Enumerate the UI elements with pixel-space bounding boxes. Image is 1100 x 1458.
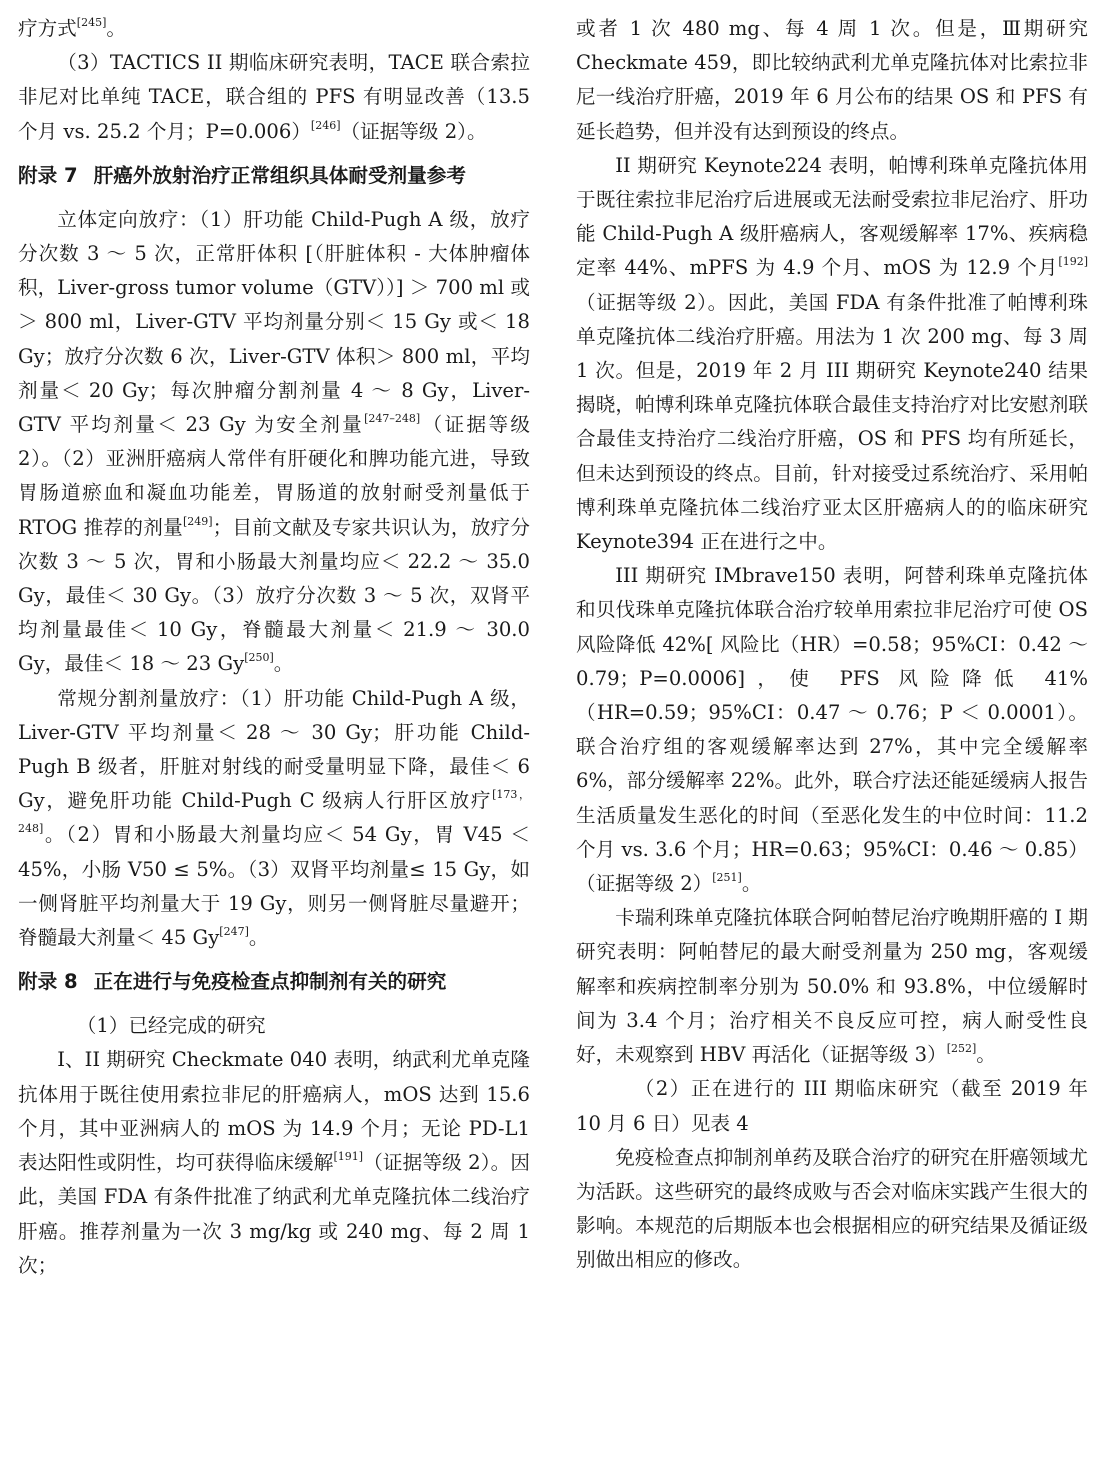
text: 立体定向放疗：（1）肝功能 Child-Pugh A 级，放疗分次数 3 ～ 5 次，正常肝体积 [（肝脏体积 - 大体肿瘤体积，Liver-gross tumor volume（GTV））] ＞ 700 ml 或＞ 800 ml，Liver-GTV 平均剂量分别＜ 15 Gy 或＜ 18 Gy；放疗分次数 6 次，Liver-GTV 体积＞ 800 ml，平均剂量＜ 20 Gy；每次肿瘤分割剂量 4 ～ 8 Gy，Liver-GTV 平均剂量＜ 23 Gy 为安全剂量	[18, 207, 530, 437]
text: （证据等级 2）。因此，美国 FDA 有条件批准了帕博利珠单克隆抗体二线治疗肝癌。用法为 1 次 200 mg、每 3 周 1 次。但是，2019 年 2 月 III 期研究 Keynote240 结果揭晓，帕博利珠单克隆抗体联合最佳支持治疗对比安慰剂联合最佳支持治疗二线治疗肝癌，OS 和 PFS 均有所延长，但未达到预设的终点。目前，针对接受过系统治疗、采用帕博利珠单克隆抗体二线治疗亚太区肝癌病人的的临床研究 Keynote394 正在进行之中。	[576, 290, 1088, 554]
paragraph	[18, 1043, 530, 1282]
text: （证据等级 2）。	[340, 119, 487, 143]
paragraph	[576, 559, 1088, 901]
text: 卡瑞利珠单克隆抗体联合阿帕替尼治疗晚期肝癌的 I 期研究表明：阿帕替尼的最大耐受剂量为 250 mg，客观缓解率和疾病控制率分别为 50.0% 和 93.8%，中位缓解时间为 3.4 个月；治疗相关不良反应可控，病人耐受性良好，未观察到 HBV 再活化（证据等级 3）	[576, 906, 1088, 1067]
text: （证据等级 2）。因此，美国 FDA 有条件批准了纳武利尤单克隆抗体二线治疗肝癌。推荐剂量为一次 3 mg/kg 或 240 mg、每 2 周 1 次；	[18, 1151, 530, 1277]
text: III 期研究 IMbrave150 表明，阿替利珠单克隆抗体和贝伐珠单克隆抗体联合治疗较单用索拉非尼治疗可使 OS 风险降低 42%[ 风险比（HR）=0.58；95%CI：0.42 ～ 0.79；P=0.0006]，使 PFS 风险降低 41%（HR=0.59；95%CI：0.47 ～ 0.76；P ＜ 0.0001）。联合治疗组的客观缓解率达到 27%，其中完全缓解率 6%，部分缓解率 22%。此外，联合疗法还能延缓病人报告生活质量发生恶化的时间（至恶化发生的中位时间：11.2 个月 vs. 3.6 个月；HR=0.63；95%CI：0.46 ～ 0.85）（证据等级 2）	[576, 564, 1088, 896]
text: I、II 期研究 Checkmate 040 表明，纳武利尤单克隆抗体用于既往使用索拉非尼的肝癌病人，mOS 达到 15.6 个月，其中亚洲病人的 mOS 为 14.9 个月；无论 PD-L1 表达阳性或阴性，均可获得临床缓解	[18, 1048, 530, 1175]
right-column	[576, 12, 1088, 1452]
text: （证据等级 2）。（2）亚洲肝癌病人常伴有肝硬化和脾功能亢进，导致胃肠道瘀血和凝血功能差，胃肠道的放射耐受剂量低于 RTOG 推荐的剂量	[18, 413, 531, 539]
paragraph	[576, 1141, 1088, 1278]
text: （2）正在进行的 III 期临床研究（截至 2019 年 10 月 6 日）见表 4	[576, 1077, 1088, 1135]
paragraph	[18, 682, 530, 956]
text: 。	[976, 1043, 996, 1067]
text: 。	[273, 652, 294, 676]
text: （3）TACTICS II 期临床研究表明，TACE 联合索拉非尼对比单纯 TACE，联合组的 PFS 有明显改善（13.5 个月 vs. 25.2 个月；P=0.006）	[18, 51, 530, 143]
text: （1）已经完成的研究	[76, 1014, 266, 1038]
citation[interactable]: [173，248]	[18, 788, 530, 836]
text: ；目前文献及专家共识认为，放疗分次数 3 ～ 5 次，胃和小肠最大剂量均应＜ 22.2 ～ 35.0 Gy，最佳＜ 30 Gy。（3）放疗分次数 3 ～ 5 次，双肾平均剂量最佳＜ 10 Gy，脊髓最大剂量＜ 21.9 ～ 30.0 Gy，最佳＜ 18 ～ 23 Gy	[18, 515, 531, 676]
citation[interactable]: [246]	[310, 118, 341, 132]
text: II 期研究 Keynote224 表明，帕博利珠单克隆抗体用于既往索拉非尼治疗后进展或无法耐受索拉非尼治疗、肝功能 Child-Pugh A 级肝癌病人，客观缓解率 17%、疾病稳定率 44%、mPFS 为 4.9 个月、mOS 为 12.9 个月	[576, 153, 1088, 280]
citation[interactable]: [245]	[76, 16, 107, 29]
appendix-number: 附录 7	[18, 163, 78, 187]
appendix-number: 附录 8	[18, 970, 78, 994]
text: 疗方式	[18, 17, 77, 40]
paragraph	[576, 149, 1088, 559]
citation[interactable]: [192]	[1058, 255, 1088, 269]
text: 。	[106, 17, 126, 40]
text: 。	[248, 926, 269, 950]
citation[interactable]: [250]	[244, 651, 274, 665]
citation[interactable]: [251]	[712, 871, 742, 885]
left-column	[18, 12, 530, 1452]
subheading	[576, 1072, 1088, 1140]
text: 。（2）胃和小肠最大剂量均应＜ 54 Gy，胃 V45 ＜ 45%，小肠 V50 ≤ 5%。（3）双肾平均剂量≤ 15 Gy，如一侧肾脏平均剂量大于 19 Gy，则另一侧肾脏尽量避开；脊髓最大剂量＜ 45 Gy	[18, 823, 530, 950]
appendix-title: 正在进行与免疫检查点抑制剂有关的研究	[93, 970, 447, 994]
paragraph	[576, 901, 1088, 1072]
text: 。	[741, 872, 762, 896]
paragraph	[18, 203, 530, 682]
paragraph	[18, 12, 530, 46]
paragraph	[18, 46, 530, 149]
appendix-title: 肝癌外放射治疗正常组织具体耐受剂量参考	[93, 163, 466, 187]
text: 或者 1 次 480 mg、每 4 周 1 次。但是，Ⅲ期研究 Checkmate 459，即比较纳武利尤单克隆抗体对比索拉非尼一线治疗肝癌，2019 年 6 月公布的结果 OS 和 PFS 有延长趋势，但并没有达到预设的终点。	[576, 17, 1088, 143]
appendix-8-heading	[18, 965, 530, 999]
page	[18, 12, 1088, 1452]
appendix-7-heading	[18, 159, 530, 193]
text: 免疫检查点抑制剂单药及联合治疗的研究在肝癌领域尤为活跃。这些研究的最终成败与否会对临床实践产生很大的影响。本规范的后期版本也会根据相应的研究结果及循证级别做出相应的修改。	[576, 1145, 1088, 1272]
citation[interactable]: [247]	[219, 925, 249, 939]
paragraph	[576, 12, 1088, 149]
citation[interactable]: [191]	[333, 1150, 364, 1164]
subheading	[18, 1009, 530, 1043]
citation[interactable]: [249]	[182, 514, 213, 528]
text: 常规分割剂量放疗：（1）肝功能 Child-Pugh A 级，Liver-GTV 平均剂量＜ 28 ～ 30 Gy；肝功能 Child-Pugh B 级者，肝脏对射线的耐受量明显下降，最佳＜ 6 Gy，避免肝功能 Child-Pugh C 级病人行肝区放疗	[18, 686, 530, 813]
citation[interactable]: [247–248]	[364, 412, 421, 426]
citation[interactable]: [252]	[946, 1042, 977, 1056]
